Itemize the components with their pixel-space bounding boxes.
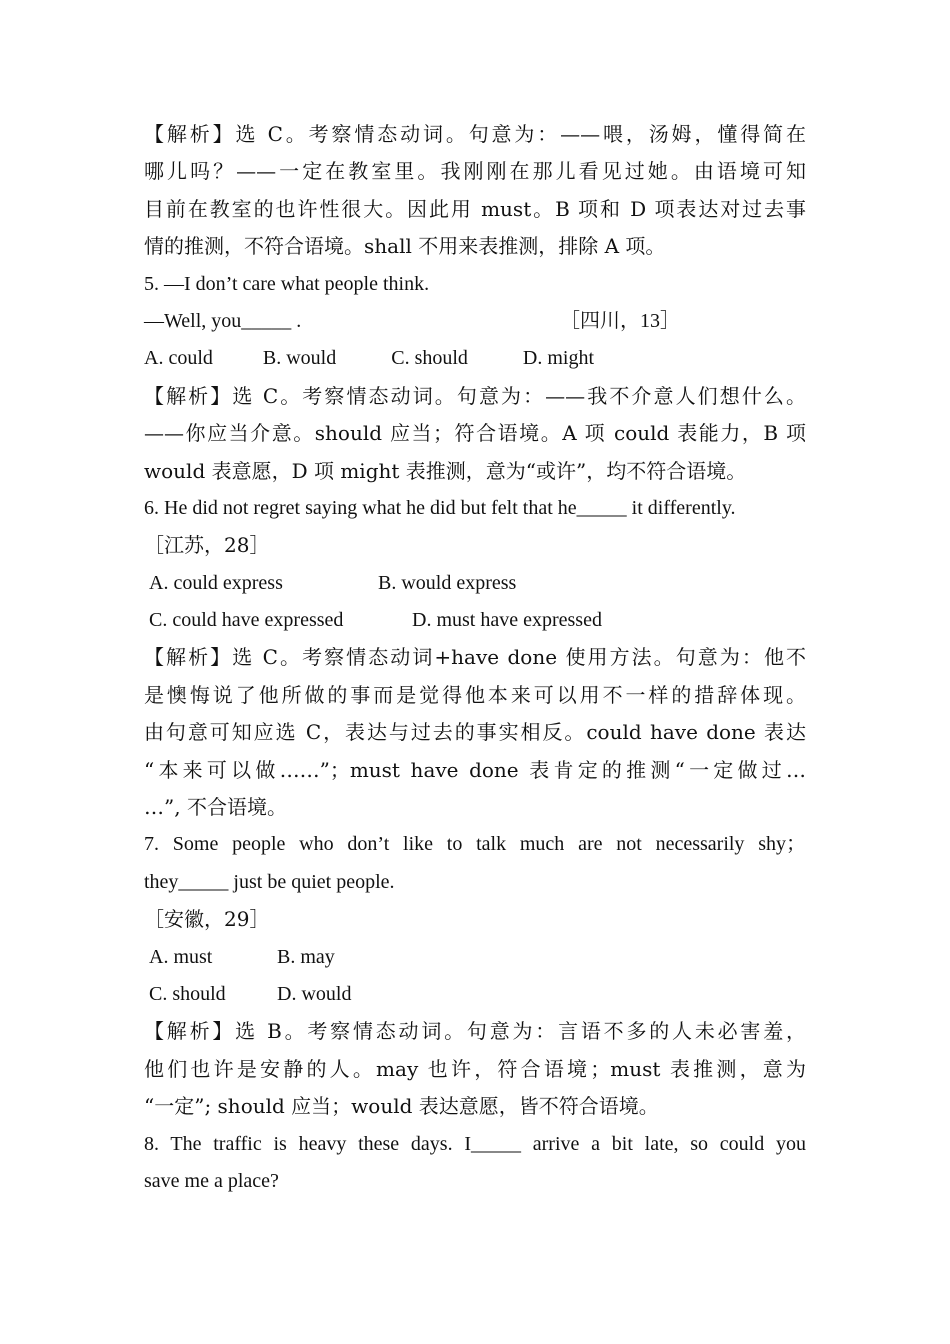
- analysis-7-line-3: “一定”; should 应当；would 表达意愿，皆不符合语境。: [144, 1094, 659, 1119]
- question-6-source: ［江苏，28］: [144, 533, 270, 558]
- question-6-option-c: C. could have expressed: [149, 609, 344, 632]
- question-8-stem-line-1: 8. The traffic is heavy these days. I_____ arrive a bit late, so could you: [144, 1132, 806, 1155]
- analysis-6-line-2: 是懊悔说了他所做的事而是觉得他本来可以用不一样的措辞体现。: [144, 682, 806, 707]
- question-7-stem-line-2: they_____ just be quiet people.: [144, 870, 395, 893]
- analysis-4-line-1: 【解析】选 C。考察情态动词。句意为：——喂，汤姆，懂得简在: [144, 122, 806, 146]
- question-7-stem-line-1: 7. Some people who don’t like to talk much are not necessarily shy；: [144, 833, 806, 856]
- question-7-options-row-1: [144, 939, 814, 976]
- question-5-stem: 5. —I don’t care what people think.: [144, 272, 430, 295]
- analysis-6-line-4: “本来可以做……”；must have done 表肯定的推测“一定做过…: [144, 757, 806, 782]
- question-5-option-a: A. could: [144, 347, 213, 370]
- analysis-6-line-3: 由句意可知应选 C，表达与过去的事实相反。could have done 表达: [144, 720, 806, 745]
- question-7-option-a: A. must: [149, 945, 213, 968]
- question-6-option-a: A. could express: [149, 571, 283, 594]
- analysis-5-line-1: 【解析】选 C。考察情态动词。句意为：——我不介意人们想什么。: [144, 383, 806, 408]
- question-5-answer-line: [144, 303, 814, 340]
- question-5-source: ［四川，13］: [560, 309, 680, 332]
- analysis-7-line-2: 他们也许是安静的人。may 也许，符合语境；must 表推测，意为: [144, 1056, 806, 1081]
- question-5-blank-sentence: —Well, you_____ .: [144, 309, 302, 332]
- analysis-4-line-3: 目前在教室的也许性很大。因此用 must。B 项和 D 项表达对过去事: [144, 196, 806, 221]
- analysis-4-line-2: 哪儿吗？——一定在教室里。我刚刚在那儿看见过她。由语境可知: [144, 159, 806, 184]
- question-5-option-d: D. might: [522, 347, 595, 370]
- question-6-option-b: B. would express: [378, 571, 517, 594]
- question-6-options-row-1: [144, 565, 814, 602]
- question-8-stem-line-2: save me a place?: [144, 1169, 279, 1192]
- analysis-7-line-1: 【解析】选 B。考察情态动词。句意为：言语不多的人未必害羞，: [144, 1019, 806, 1044]
- question-7-option-c: C. should: [149, 982, 226, 1005]
- question-6-options-row-2: [144, 602, 814, 639]
- question-7-option-d: D. would: [277, 982, 352, 1005]
- question-5-option-c: C. should: [391, 347, 468, 370]
- analysis-5-line-2: ——你应当介意。should 应当；符合语境。A 项 could 表能力，B 项: [144, 421, 806, 446]
- question-7-source: ［安徽，29］: [144, 907, 270, 932]
- document-page: [144, 116, 814, 1200]
- question-7-option-b: B. may: [277, 945, 335, 968]
- analysis-6-line-5: …”, 不合语境。: [144, 795, 287, 820]
- question-5-option-b: B. would: [262, 347, 337, 370]
- question-6-option-d: D. must have expressed: [412, 609, 602, 632]
- analysis-6-line-1: 【解析】选 C。考察情态动词+have done 使用方法。句意为：他不: [144, 645, 806, 670]
- analysis-4-line-4: 情的推测，不符合语境。shall 不用来表推测，排除 A 项。: [144, 234, 666, 259]
- analysis-5-line-3: would 表意愿，D 项 might 表推测，意为“或许”，均不符合语境。: [144, 458, 747, 483]
- question-6-stem: 6. He did not regret saying what he did but felt that he_____ it differently.: [144, 496, 736, 519]
- question-7-options-row-2: [144, 976, 814, 1013]
- question-5-options: [144, 340, 814, 377]
